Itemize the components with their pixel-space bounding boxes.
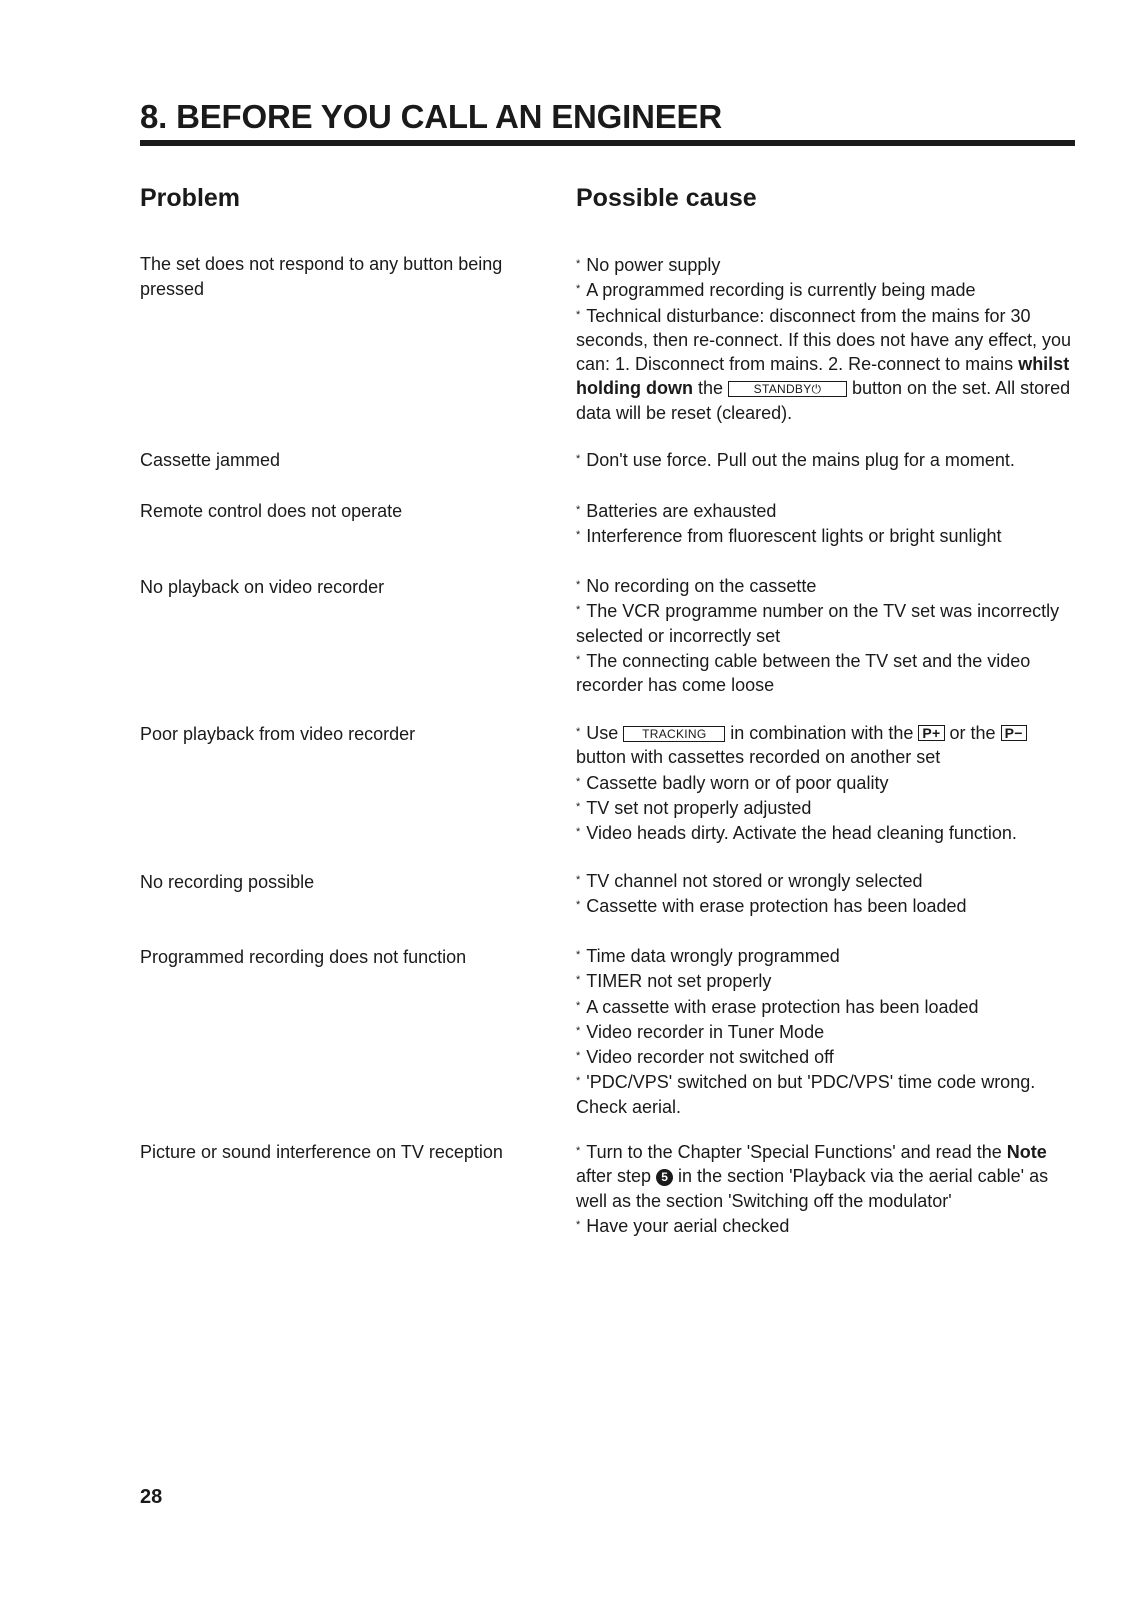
causes-remote-control <box>576 498 1076 549</box>
programme-down-key: P− <box>1001 725 1027 741</box>
causes-programmed-recording <box>576 943 1076 1119</box>
causes-interference <box>576 1139 1076 1238</box>
cause-item: * 'PDC/VPS' switched on but 'PDC/VPS' time code wrong. Check aerial. <box>576 1072 1036 1117</box>
bullet-icon: * <box>576 453 581 465</box>
cause-item: * TV set not properly adjusted <box>576 797 812 818</box>
cause-item: * Cassette with erase protection has been loaded <box>576 896 967 917</box>
column-heading-problem: Problem <box>140 184 241 212</box>
standby-key: STANDBY⏻ <box>728 381 847 397</box>
bullet-icon: * <box>576 529 581 542</box>
bullet-icon: * <box>576 874 581 886</box>
causes-cassette-jammed <box>576 447 1076 472</box>
programme-up-key: P+ <box>918 725 944 741</box>
cause-item: * The VCR programme number on the TV set was incorrectly selected or incorrectly set <box>576 601 1060 646</box>
cause-item: * Time data wrongly programmed <box>576 946 840 966</box>
bullet-icon: * <box>576 1050 581 1063</box>
cause-item: * Video recorder not switched off <box>576 1047 834 1068</box>
cause-item: * No recording on the cassette <box>576 576 817 596</box>
cause-item: * A programmed recording is currently being made <box>576 280 976 301</box>
bullet-icon: * <box>576 974 581 987</box>
cause-item: * No power supply <box>576 255 721 275</box>
cause-item: * Have your aerial checked <box>576 1215 790 1236</box>
bullet-icon: * <box>576 283 581 296</box>
column-heading-cause: Possible cause <box>576 184 757 212</box>
cause-item: * Video recorder in Tuner Mode <box>576 1021 825 1042</box>
bullet-icon: * <box>576 726 581 738</box>
problem-interference: Picture or sound interference on TV reception <box>140 1142 503 1162</box>
cause-item: * Interference from fluorescent lights or bright sunlight <box>576 526 1002 547</box>
problem-no-recording: No recording possible <box>140 872 315 892</box>
bullet-icon: * <box>576 1024 581 1037</box>
step-number-icon: 5 <box>656 1169 673 1186</box>
cause-item: * Use TRACKING in combination with the P+ or the P− button with cassettes recorded on another set <box>576 720 1076 770</box>
bullet-icon: * <box>576 604 581 617</box>
cause-item: * The connecting cable between the TV set and the video recorder has come loose <box>576 650 1031 696</box>
causes-no-playback <box>576 573 1076 697</box>
cause-item: * Video heads dirty. Activate the head cleaning function. <box>576 823 1017 844</box>
bullet-icon: * <box>576 999 581 1012</box>
bullet-icon: * <box>576 258 581 270</box>
bullet-icon: * <box>576 308 581 321</box>
page-number: 28 <box>140 1486 163 1508</box>
cause-item: * Batteries are exhausted <box>576 501 777 521</box>
cause-item: * TV channel not stored or wrongly selected <box>576 871 923 891</box>
bullet-icon: * <box>576 899 581 912</box>
problem-no-response: The set does not respond to any button being pressed <box>140 254 503 299</box>
problem-poor-playback: Poor playback from video recorder <box>140 724 416 744</box>
causes-no-response <box>576 252 1076 425</box>
cause-item: * TIMER not set properly <box>576 971 772 992</box>
causes-poor-playback <box>576 720 1076 845</box>
bullet-icon: * <box>576 504 581 516</box>
bullet-icon: * <box>576 775 581 788</box>
problem-no-playback: No playback on video recorder <box>140 577 385 597</box>
bullet-icon: * <box>576 1075 581 1088</box>
title-rule <box>140 140 1075 146</box>
problem-cassette-jammed: Cassette jammed <box>140 450 281 470</box>
tracking-key: TRACKING <box>623 726 725 742</box>
page-title: 8. BEFORE YOU CALL AN ENGINEER <box>140 98 722 135</box>
bullet-icon: * <box>576 949 581 961</box>
bullet-icon: * <box>576 1218 581 1231</box>
cause-item: * Turn to the Chapter 'Special Functions' and read the Note after step 5 in the section 'Playback via the aerial cable' as well as the section 'Switching off the modulator' <box>576 1142 1049 1211</box>
bullet-icon: * <box>576 1145 581 1157</box>
causes-no-recording <box>576 868 1076 919</box>
problem-programmed-recording: Programmed recording does not function <box>140 947 467 967</box>
cause-item: * Cassette badly worn or of poor quality <box>576 772 889 793</box>
problem-remote-control: Remote control does not operate <box>140 501 403 521</box>
cause-item: * Technical disturbance: disconnect from the mains for 30 seconds, then re-connect. If this does not have any effect, you can: 1. Disconnect from mains. 2. Re-connect to mains whilst holding down the STANDBY⏻ button on the set. All stored data will be reset (cleared). <box>576 305 1071 423</box>
bullet-icon: * <box>576 826 581 839</box>
cause-item: * A cassette with erase protection has been loaded <box>576 996 979 1017</box>
bullet-icon: * <box>576 800 581 813</box>
bullet-icon: * <box>576 653 581 666</box>
cause-item: * Don't use force. Pull out the mains plug for a moment. <box>576 450 1015 470</box>
bullet-icon: * <box>576 579 581 591</box>
